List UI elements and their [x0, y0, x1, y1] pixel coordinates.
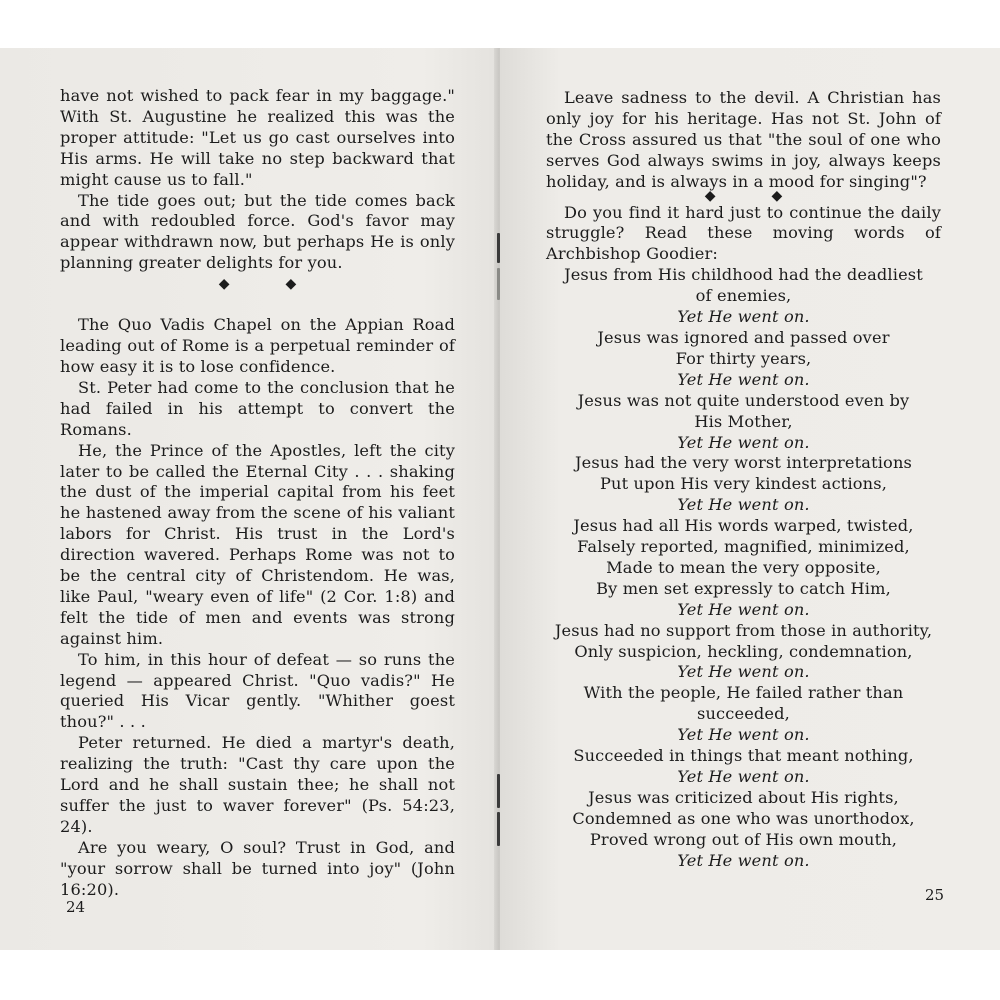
poem-line: Jesus had no support from those in authority, — [554, 620, 933, 640]
right-page — [500, 48, 1000, 950]
paragraph: The tide goes out; but the tide comes back and with redoubled force. God's favor may appear withdrawn now, but perhaps He is only planning greater delights for you. — [60, 190, 455, 273]
poem-refrain: Yet He went on. — [677, 725, 810, 745]
poem-line: By men set expressly to catch Him, — [596, 578, 891, 598]
paragraph: Leave sadness to the devil. A Christian has only joy for his heritage. Has not St. John of the Cross assured us that "the soul of one who serves God always swims in joy, always keeps holiday, and is always in a mood for singing"? — [546, 88, 941, 191]
page-number: 25 — [925, 886, 945, 904]
poem — [546, 265, 941, 871]
poem-line: Only suspicion, heckling, condemnation, — [574, 641, 913, 661]
left-page — [0, 48, 498, 950]
poem-line: Made to mean the very opposite, — [606, 557, 881, 577]
poem-line: Jesus was ignored and passed over — [597, 327, 890, 347]
section-ornament — [60, 274, 455, 295]
paragraph: Do you find it hard just to continue the daily struggle? Read these moving words of Archbishop Goodier: — [546, 202, 941, 264]
poem-refrain: Yet He went on. — [677, 307, 810, 327]
page-number: 24 — [66, 898, 86, 916]
diamond-ornament-icon: ◆ — [704, 187, 716, 204]
paragraph: The Quo Vadis Chapel on the Appian Road leading out of Rome is a perpetual reminder of how easy it is to lose confidence. — [60, 315, 455, 376]
poem-line: of enemies, — [695, 286, 792, 306]
poem-line: For thirty years, — [675, 348, 812, 368]
paragraph: Peter returned. He died a martyr's death, realizing the truth: "Cast thy care upon the Lord and he shall sustain thee; he shall not suffer the just to waver forever" (Ps. 54:23, 24). — [60, 733, 455, 836]
diamond-ornament-icon: ◆ — [218, 276, 230, 293]
poem-line: Jesus was not quite understood even by — [577, 390, 910, 410]
diamond-ornament-icon: ◆ — [285, 276, 297, 293]
poem-refrain: Yet He went on. — [677, 767, 810, 786]
book-spread — [0, 48, 1000, 950]
poem-line: Proved wrong out of His own mouth, — [589, 829, 898, 849]
poem-refrain: Yet He went on. — [677, 850, 810, 870]
poem-line: Jesus had the very worst interpretations — [575, 453, 912, 473]
poem-refrain: Yet He went on. — [677, 369, 810, 389]
paragraph: have not wished to pack fear in my baggage." With St. Augustine he realized this was the proper attitude: "Let us go cast ourselves into His arms. He will take no step backward that might cause us to fall." — [60, 86, 455, 189]
poem-line: Jesus was criticized about His rights, — [588, 787, 899, 807]
poem-line: Falsely reported, magnified, minimized, — [577, 537, 910, 557]
poem-refrain: Yet He went on. — [677, 495, 810, 515]
diamond-ornament-icon: ◆ — [771, 187, 783, 204]
poem-line: Jesus from His childhood had the deadliest — [564, 265, 923, 285]
paragraph: He, the Prince of the Apostles, left the city later to be called the Eternal City . . . shaking the dust of the imperial capital from his feet he hastened away from the scene of his valiant labors for Christ. His trust in the Lord's direction wavered. Perhaps Rome was not to be the central city of Christendom. He was, like Paul, "weary even of life" (2 Cor. 1:8) and felt the tide of men and events was strong against him. — [60, 440, 455, 648]
paragraph: St. Peter had come to the conclusion that he had failed in his attempt to convert the Romans. — [60, 377, 455, 439]
paragraph: To him, in this hour of defeat — so runs the legend — appeared Christ. "Quo vadis?" He queried His Vicar gently. "Whither goest thou?" . . . — [60, 649, 455, 732]
paragraph: Are you weary, O soul? Trust in God, and "your sorrow shall be turned into joy" (John 16:20). — [60, 837, 455, 899]
poem-line: With the people, He failed rather than — [583, 683, 904, 703]
poem-line: His Mother, — [694, 411, 793, 431]
poem-refrain: Yet He went on. — [677, 662, 810, 682]
poem-line: Condemned as one who was unorthodox, — [572, 808, 915, 828]
left-page-text — [60, 86, 455, 901]
poem-line: Put upon His very kindest actions, — [599, 474, 887, 494]
poem-line: Succeeded in things that meant nothing, — [573, 746, 914, 766]
poem-line: succeeded, — [697, 704, 790, 724]
poem-refrain: Yet He went on. — [677, 599, 810, 619]
poem-line: Jesus had all His words warped, twisted, — [573, 516, 914, 536]
right-page-text — [546, 88, 941, 872]
poem-refrain: Yet He went on. — [677, 432, 810, 452]
